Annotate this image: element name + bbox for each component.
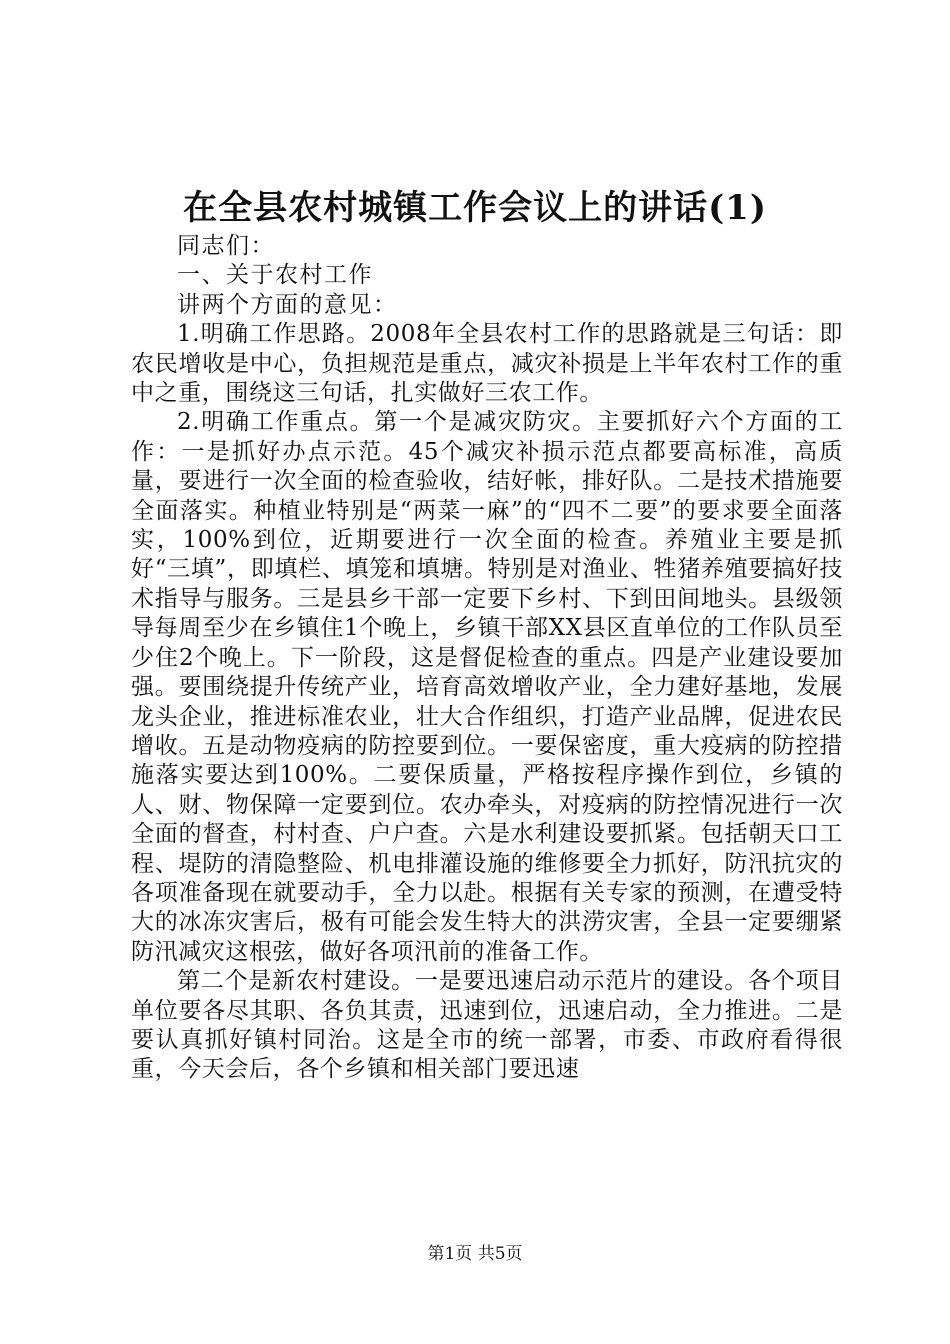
paragraph-work-ideas: 1.明确工作思路。2008年全县农村工作的思路就是三句话：即农民增收是中心，负担规范是重点，减灾补损是上半年农村工作的重中之重，围绕这三句话，扎实做好三农工作。: [131, 321, 843, 407]
intro-paragraph: 讲两个方面的意见：: [177, 291, 398, 318]
section-heading: 一、关于农村工作: [177, 262, 373, 289]
paragraph-new-countryside: 第二个是新农村建设。一是要迅速启动示范片的建设。各个项目单位要各尽其职、各负其责，迅速到位，迅速启动，全力推进。二是要认真抓好镇村同治。这是全市的统一部署，市委、市政府看得很重，今天会后，各个乡镇和相关部门要迅速: [131, 968, 843, 1083]
document-title: 在全县农村城镇工作会议上的讲话(1): [183, 188, 767, 228]
salutation-paragraph: 同志们：: [177, 233, 275, 259]
page-number-footer: 第1页 共5页: [427, 1244, 523, 1264]
paragraph-work-focus: 2.明确工作重点。第一个是减灾防灾。主要抓好六个方面的工作：一是抓好办点示范。45个减灾补损示范点都要高标准，高质量，要进行一次全面的检查验收，结好帐，排好队。二是技术措施要全面落实。种植业特别是“两菜一麻”的“四不二要”的要求要全面落实，100%到位，近期要进行一次全面的检查。养殖业主要是抓好“三填”，即填栏、填笼和填塘。特别是对渔业、牲猪养殖要搞好技术指导与服务。三是县乡干部一定要下乡村、下到田间地头。县级领导每周至少在乡镇住1个晚上，乡镇干部XX县区直单位的工作队员至少住2个晚上。下一阶段，这是督促检查的重点。四是产业建设要加强。要围绕提升传统产业，培育高效增收产业，全力建好基地，发展龙头企业，推进标准农业，壮大合作组织，打造产业品牌，促进农民增收。五是动物疫病的防控要到位。一要保密度，重大疫病的防控措施落实要达到100%。二要保质量，严格按程序操作到位，乡镇的人、财、物保障一定要到位。农办牵头，对疫病的防控情况进行一次全面的督查，村村查、户户查。六是水利建设要抓紧。包括朝天口工程、堤防的清隐整险、机电排灌设施的维修要全力抓好，防汛抗灾的各项准备现在就要动手，全力以赴。根据有关专家的预测，在遭受特大的冰冻灾害后，极有可能会发生特大的洪涝灾害，全县一定要绷紧防汛减灾这根弦，做好各项汛前的准备工作。: [131, 409, 843, 965]
document-body: [131, 232, 843, 1085]
